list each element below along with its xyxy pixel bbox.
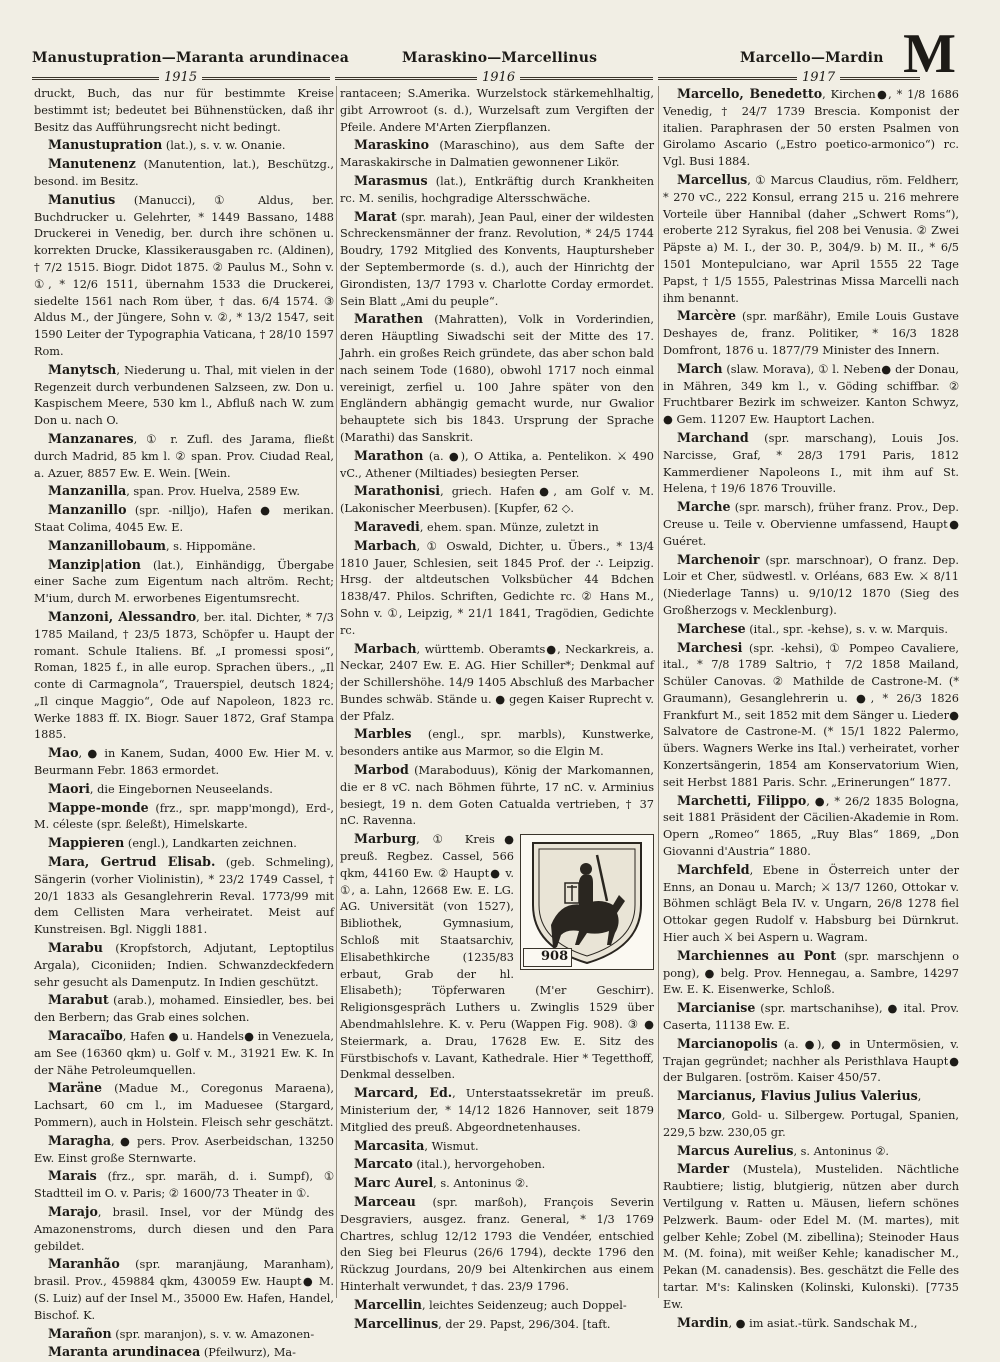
entry-text: (engl.), Landkarten zeichnen. — [124, 837, 297, 851]
dictionary-entry — [340, 137, 654, 172]
column-divider — [658, 86, 659, 1298]
dictionary-entry — [663, 1088, 959, 1106]
entry-text: , Unterstaatssekretär im preuß. Ministerium der, * 14/12 1826 Hannover, seit 1879 Mitglied des preuß. Abgeordnetenhauses. — [340, 1087, 654, 1134]
entry-text: (Madue M., Coregonus Maraena), Lachsart, 60 cm l., im Maduesee (Stargard, Pommern), auch in Holstein. Fleisch sehr geschätzt. — [34, 1082, 334, 1130]
entry-headword: Marabut — [48, 992, 109, 1008]
dictionary-entry — [34, 1133, 334, 1168]
dictionary-entry — [340, 1156, 654, 1174]
entry-headword: Manzip|ation — [48, 556, 141, 572]
entry-headword: Manutenenz — [48, 156, 136, 172]
dictionary-entry — [340, 1138, 654, 1156]
dictionary-entry — [34, 362, 334, 430]
page-number-center: 1916 — [477, 70, 520, 85]
entry-headword: Marcellin — [354, 1296, 422, 1312]
entry-headword: Marcato — [354, 1156, 413, 1172]
entry-headword: Marcianopolis — [677, 1035, 778, 1051]
dictionary-entry — [340, 1316, 654, 1334]
entry-text: (lat.), s. v. w. Onanie. — [162, 139, 286, 153]
entry-text: (Maraschino), aus dem Safte der Maraskakirsche in Dalmatien gewonnener Likör. — [340, 139, 654, 170]
entry-text: (spr. marßoh), François Severin Desgraviers, ausgez. franz. General, * 1/3 1769 Chartres, schlug 12/12 1793 die Vendéer, entschied den Sieg bei Fleurus (26/6 1794), deckte 1796 den Rückzug Jourdans, 20/9 bei Altenkirchen aus einem Hinterhalt verwundet, † das. 23/9 1796. — [340, 1196, 654, 1293]
entry-text: (spr. maranjäung, Maranham), brasil. Prov., 459884 qkm, 430059 Ew. Haupt● M. (S. Luiz) auf der Insel M., 35000 Ew. Hafen, Handel, Bischof. K. — [34, 1258, 334, 1322]
entry-headword: Marañon — [48, 1325, 112, 1341]
dictionary-entry — [340, 1085, 654, 1136]
entry-headword: Marabu — [48, 940, 103, 956]
dictionary-entry — [663, 361, 959, 429]
dictionary-entry — [34, 192, 334, 361]
entry-text: (Manutention, lat.), Beschützg., besond. im Besitz. — [34, 158, 334, 188]
running-header-right: Marcello—Mardin — [740, 50, 884, 66]
entry-headword: Marceau — [354, 1194, 416, 1209]
entry-text: , ① Kreis● preuß. Regbez. Cassel, 566 qkm, 44160 Ew. ② Haupt● v. ①, a. Lahn, 12668 Ew. E. LG. AG. Universität (von 1527), Bibliothek, Gymnasium, Schloß mit Staatsarchiv, Elisabethkirche (1235/83 erbaut, Grab der hl. Elisabeth); Töpferwaren (M'er Geschirr). Religionsgespräch Luthers u. Zwinglis 1529 über Abendmahlslehre. K. v. Peru (Wappen Fig. 908). ③ ● Steiermark, a. Drau, 17628 Ew. E. Sitz des Fürstbischofs v. Lavant, Kathedrale. Hier * Tegetthoff, Denkmal desselben. — [340, 833, 654, 1082]
dictionary-entry — [340, 831, 654, 1084]
dictionary-entry — [663, 86, 959, 171]
entry-text: (Mustela), Musteliden. Nächtliche Raubtiere; listig, blutgierig, nützen aber durch Vertilgung v. Ratten u. Mäusen, liefern schönes Pelzwerk. Baum- oder Edel M. (M. martes), mit gelber Kehle; Zobel (M. zibellina); Steinoder Haus M. (M. foina), mit weißer Kehle; kanadischer M., Pekan (M. canadensis). Bes. geschätzt die Felle des tartar. M's: Kalinsken (Kolinski, Kulonski). [7735 Ew. — [663, 1163, 959, 1311]
entry-text: (arab.), mohamed. Einsiedler, bes. bei den Berbern; das Grab eines solchen. — [34, 994, 334, 1025]
entry-text: , ● im asiat.-türk. Sandschak M., — [728, 1316, 918, 1330]
entry-headword: Marburg — [354, 831, 417, 847]
dictionary-entry — [34, 431, 334, 482]
entry-text: (Maraboduus), König der Markomannen, die er 8 vC. nach Böhmen führte, 17 nC. v. Arminius besiegt, 19 n. dem Goten Catualda vertrieben, † 37 nC. Ravenna. — [340, 764, 654, 828]
entry-text: , ●, * 26/2 1835 Bologna, seit 1881 Präsident der Cäcilien-Akademie in Rom. Opern „Romeo“ 1865, „Ruy Blas“ 1869, „Don Giovanni d'Austria“ 1880. — [663, 794, 959, 859]
entry-headword: Maranta arundinacea — [48, 1344, 201, 1360]
entry-headword: Mappieren — [48, 835, 125, 851]
dictionary-entry — [340, 483, 654, 518]
entry-text: (Kropfstorch, Adjutant, Leptoptilus Argala), Ciconiiden; Indien. Schwanzdeckfedern sehr gesucht als Damenputz. In Indien geschützt. — [34, 942, 334, 989]
entry-headword: March — [677, 360, 723, 376]
rule-segment — [658, 77, 920, 80]
entry-text: (slaw. Morava), ① l. Neben● der Donau, in Mähren, 349 km l., v. Göding schiffbar. ② Fruchtbarer Bezirk im schweizer. Kanton Schwyz, ● Gem. 11207 Ew. Hauptort Lachen. — [663, 362, 959, 427]
entry-headword: Marbach — [354, 640, 417, 656]
entry-text: (Mahratten), Volk in Vorderindien, deren Häuptling Siwadschi seit der Mitte des 17. Jahrh. ein großes Reich gründete, das aber schon bald nach seinem Tode (1680), obwohl 1717 noch einmal vereinigt, zerfiel u. 100 Jahre später von den Engländern abhängig gemacht wurde, nur Gwalior behauptete sich bis 1843. Ursprung der Sprache (Marathi) das Sanskrit. — [340, 313, 654, 444]
dictionary-entry — [34, 86, 334, 136]
entry-headword: Marat — [354, 208, 397, 224]
dictionary-entry — [34, 609, 334, 744]
dictionary-entry — [663, 1000, 959, 1035]
dictionary-entry — [340, 1297, 654, 1315]
dictionary-entry — [34, 1326, 334, 1344]
entry-headword: Marder — [677, 1161, 730, 1177]
dictionary-entry — [663, 862, 959, 947]
entry-headword: Marchesi — [677, 639, 743, 655]
entry-text: , s. Antoninus ②. — [433, 1177, 529, 1191]
dictionary-entry — [34, 1080, 334, 1131]
entry-headword: Marcianus, Flavius Julius Valerius — [677, 1088, 918, 1104]
entry-text: , span. Prov. Huelva, 2589 Ew. — [126, 485, 300, 499]
entry-text: (engl., spr. marbls), Kunstwerke, besonders antike aus Marmor, so die Elgin M. — [340, 728, 654, 759]
entry-text: (frz., spr. maräh, d. i. Sumpf), ① Stadtteil im O. v. Paris; ② 1600/73 Theater in ①. — [34, 1170, 334, 1201]
entry-text: , der 29. Papst, 296/304. [taft. — [438, 1317, 611, 1331]
entry-headword: Marbod — [354, 762, 409, 778]
dictionary-entry — [340, 311, 654, 446]
entry-headword: Maragha — [48, 1132, 112, 1148]
entry-text: , — [917, 1090, 922, 1104]
entry-text: (spr. marschnoar), O franz. Dep. Loir et Cher, südwestl. v. Orléans, 683 Ew. ⚔ 8/11 (Niederlage Tanns) u. 9/10/12 1870 (Sieg des Großherzogs v. Mecklenburg). — [663, 553, 959, 617]
entry-text: , württemb. Oberamts●, Neckarkreis, a. Neckar, 2407 Ew. E. AG. Hier Schiller*; Denkmal auf der Schillershöhe. 14/9 1405 Abschluß des Marbacher Bundes schwäb. Stände u. ● gegen Kaiser Ruprecht v. der Pfalz. — [340, 642, 654, 723]
entry-headword: Maraskino — [354, 137, 430, 153]
figure-number: 908 — [523, 948, 572, 967]
entry-text: (lat.), Entkräftig durch Krankheiten rc. M. senilis, hochgradige Altersschwäche. — [340, 174, 654, 205]
dictionary-entry — [34, 1168, 334, 1203]
dictionary-entry — [34, 940, 334, 991]
dictionary-entry — [340, 448, 654, 483]
entry-headword: Marchand — [677, 429, 749, 445]
dictionary-entry — [34, 835, 334, 853]
dictionary-entry — [34, 137, 334, 155]
dictionary-entry — [663, 1143, 959, 1161]
entry-headword: Manzanares — [48, 430, 134, 446]
dictionary-entry — [340, 538, 654, 640]
entry-headword: Maori — [48, 780, 90, 796]
entry-headword: Marcus Aurelius — [677, 1142, 794, 1158]
entry-headword: Manustupration — [48, 137, 163, 153]
entry-headword: Maravedi — [354, 518, 420, 534]
entry-text: , s. Hippomäne. — [165, 539, 256, 553]
dictionary-entry — [34, 502, 334, 537]
entry-text: druckt, Buch, das nur für bestimmte Kreise bestimmt ist; bedeutet bei Bühnenstücken, daß ihr Besitz das Aufführungsrecht nicht bedingt. — [34, 87, 334, 134]
dictionary-entry — [340, 762, 654, 830]
entry-headword: Marais — [48, 1168, 97, 1184]
dictionary-entry — [34, 538, 334, 556]
entry-text: (ital., spr. -kehse), s. v. w. Marquis. — [745, 622, 948, 636]
running-headers — [32, 50, 904, 72]
entry-headword: Marchfeld — [677, 861, 750, 877]
entry-headword: Maranhão — [48, 1256, 120, 1272]
dictionary-entry — [34, 781, 334, 799]
entry-text: , ① r. Zufl. des Jarama, fließt durch Madrid, 85 km l. ② span. Prov. Ciudad Real, a. Azuer, 8857 Ew. E. Wein. [Wein. — [34, 432, 334, 480]
entry-text: , Hafen ● u. Handels● in Venezuela, am See (16360 qkm) u. Golf v. M., 31921 Ew. K. In der Nähe Petroleumquellen. — [34, 1030, 334, 1077]
entry-text: , Niederung u. Thal, mit vielen in der Regenzeit durch verbundenen Salzseen, zw. Don u. Kaspischem Meere, 530 km l., Abfluß nach W. zum Don u. nach O. — [34, 363, 334, 428]
column-divider — [336, 86, 337, 1298]
entry-text: , Wismut. — [424, 1139, 479, 1153]
entry-headword: Marc Aurel — [354, 1175, 434, 1191]
entry-headword: Marchiennes au Pont — [677, 947, 837, 963]
dictionary-entry — [34, 1204, 334, 1255]
entry-headword: Marathen — [354, 311, 424, 327]
dictionary-entry — [663, 1107, 959, 1142]
entry-text: , ● in Kanem, Sudan, 4000 Ew. Hier M. v. Beurmann Febr. 1863 ermordet. — [34, 747, 334, 778]
dictionary-entry — [34, 800, 334, 835]
entry-text: , Kirchen●, * 1/8 1686 Venedig, † 24/7 1739 Brescia. Komponist der italien. Paraphrasen der 50 ersten Psalmen von Girolamo Ascario („Estro poetico-armonico“) rc. Vgl. Busi 1884. — [663, 88, 959, 169]
entry-text: (a. ●), ● in Untermösien, v. Trajan gegründet; nachher als Peristhlava Haupt● der Bulgaren. [oström. Kaiser 450/57. — [663, 1037, 959, 1085]
dictionary-entry — [34, 992, 334, 1027]
entry-text: , die Eingebornen Neuseelands. — [89, 782, 273, 796]
dictionary-entry — [663, 948, 959, 999]
entry-headword: Marchetti, Filippo — [677, 792, 807, 808]
dictionary-entry — [340, 519, 654, 537]
entry-headword: Manzanillobaum — [48, 537, 166, 553]
entry-text: rantaceen; S.Amerika. Wurzelstock stärkemehlhaltig, gibt Arrowroot (s. d.), Wurzelsaft zum Vergiften der Pfeile. Andere M'Arten Zierpflanzen. — [340, 87, 654, 134]
dictionary-entry — [340, 641, 654, 726]
entry-text: , s. Antoninus ②. — [793, 1144, 889, 1158]
entry-text: , leichtes Seidenzeug; auch Doppel- — [421, 1298, 627, 1312]
entry-text: (ital.), hervorgehoben. — [412, 1158, 546, 1172]
entry-headword: Marcellinus — [354, 1315, 439, 1331]
dictionary-entry — [340, 209, 654, 311]
dictionary-entry — [34, 745, 334, 780]
dictionary-entry — [663, 499, 959, 550]
entry-headword: Marajo — [48, 1204, 98, 1219]
dictionary-entry — [663, 172, 959, 307]
entry-text: , griech. Hafen●, am Golf v. M. (Lakonischer Meerbusen). [Kupfer, 62 ◇. — [340, 485, 654, 516]
dictionary-entry — [663, 640, 959, 792]
entry-text: , Gold- u. Silbergew. Portugal, Spanien, 229,5 bzw. 230,05 gr. — [663, 1109, 959, 1139]
dictionary-entry — [34, 557, 334, 608]
entry-headword: Manutius — [48, 191, 116, 207]
dictionary-entry — [663, 552, 959, 620]
entry-text: (spr. marschjenn o pong), ● belg. Prov. Hennegau, a. Sambre, 14297 Ew. E. K. Eisenwerke, Schloß. — [663, 949, 959, 997]
entry-headword: Manzanilla — [48, 483, 127, 499]
column-3 — [663, 86, 959, 1330]
entry-text: (spr. marsch), früher franz. Prov., Dep. Creuse u. Teile v. Obervienne umfassend, Haupt● Guéret. — [663, 501, 959, 548]
dictionary-entry — [34, 1344, 334, 1362]
entry-text: (spr. -kehsi), ① Pompeo Cavaliere, ital., * 7/8 1789 Saltrio, † 7/2 1858 Mailand, Schüler Canovas. ② Mathilde de Castrone-M. (* Graumann), Gesanglehrerin u. ●, * 26/3 1826 Frankfurt M., seit 1852 mit dem Sänger u. Lieder● Salvatore de Castrone-M. (* 15/1 1822 Palermo, übers. Wagners Werke ins Ital.) verheiratet, vorher Konzertsängerin, 1854 am Konservatorium Wien, seit Herbst 1881 Paris. Schr. „Erinerungen“ 1877. — [663, 641, 959, 789]
dictionary-entry — [340, 86, 654, 136]
entry-headword: Marbach — [354, 537, 417, 553]
dictionary-entry — [663, 793, 959, 861]
entry-headword: Mara, Gertrud Elisab. — [48, 854, 216, 870]
entry-text: (spr. maranjon), s. v. w. Amazonen- — [111, 1327, 315, 1341]
entry-text: , ① Oswald, Dichter, u. Übers., * 13/4 1810 Jauer, Schlesien, seit 1845 Prof. der ∴ Leipzig. Hrsg. der altdeutschen Volksbücher 44 Bdchen 1838/47. Philos. Schriften, Gedichte rc. ② Hans M., Sohn v. ①, Leipzig, * 21/1 1841, Tragödien, Gedichte rc. — [340, 539, 654, 637]
entry-headword: Maracaïbo — [48, 1028, 123, 1044]
entry-text: , ① Marcus Claudius, röm. Feldherr, * 270 vC., 222 Konsul, errang 215 u. 216 mehrere Vorteile über Hannibal (daher „Schwert Roms“), eroberte 212 Syrakus, fiel 208 bei Venusia. ② Zwei Päpste a) M. I., der 30. P., 304/9. b) M. II., * 6/5 1501 Montepulciano, war April 1555 22 Tage Papst, † 1/5 1555, Palestrinas Missa Marcelli nach ihm benannt. — [663, 173, 959, 305]
entry-headword: Marbles — [354, 726, 412, 742]
entry-headword: Marcère — [677, 308, 737, 324]
dictionary-entry — [663, 1161, 959, 1313]
entry-headword: Manzanillo — [48, 502, 127, 518]
entry-headword: Maräne — [48, 1080, 103, 1096]
entry-headword: Marchese — [677, 620, 746, 636]
dictionary-entry — [663, 621, 959, 639]
dictionary-entry — [340, 1175, 654, 1193]
entry-text: (spr. -nilljo), Hafen ● merikan. Staat Colima, 4045 Ew. E. — [34, 504, 334, 534]
entry-text: , ● pers. Prov. Aserbeidschan, 13250 Ew. Einst große Sternwarte. — [34, 1134, 334, 1165]
dictionary-entry — [340, 173, 654, 208]
header-rule — [32, 70, 920, 86]
entry-text: , ber. ital. Dichter, * 7/3 1785 Mailand, † 23/5 1873, Schöpfer u. Haupt der romant. Schule Italiens. Bf. „I promessi sposi“, Roman, 1825 f., in alle europ. Sprachen übers., „Il conte di Carmagnola“, Trauerspiel, deutsch 1824; „Il cinque Maggio“, Ode auf Napoleon, 1823 rc. Werke 1883 ff. IX. Biogr. Sauer 1872, Graf Stampa 1885. — [34, 610, 334, 742]
column-2 — [340, 86, 654, 1331]
dictionary-entry — [340, 726, 654, 761]
entry-headword: Manzoni, Alessandro — [48, 608, 197, 624]
entry-headword: Marathonisi — [354, 483, 441, 499]
page-number-left: 1915 — [159, 70, 202, 85]
marburg-coat-of-arms-figure — [520, 834, 654, 970]
entry-headword: Marcianise — [677, 1000, 756, 1016]
entry-text: (Manucci), ① Aldus, ber. Buchdrucker u. Gelehrter, * 1449 Bassano, 1488 Druckerei in Venedig, ber. durch ihre schönen u. korrekten Drucke, Klassikerausgaben rc. (Aldinen), † 7/2 1515. Biogr. Didot 1875. ② Paulus M., Sohn v. ①, * 12/6 1511, übernahm 1533 die Druckerei, siedelte 1561 nach Rom über, † das. 6/4 1574. ③ Aldus M., der Jüngere, Sohn v. ②, * 13/2 1547, seit 1590 Leiter der Typographia Vaticana, † 28/10 1597 Rom. — [34, 193, 334, 358]
entry-text: (spr. marschang), Louis Jos. Narcisse, Graf, * 28/3 1791 Paris, 1812 Kammerdiener Napoleons I., mit ihm auf St. Helena, † 19/6 1876 Trouville. — [663, 431, 959, 496]
entry-headword: Manytsch — [48, 361, 117, 377]
entry-text: (spr. marßähr), Emile Louis Gustave Deshayes de, franz. Politiker, * 16/3 1828 Domfront, 1876 u. 1877/79 Minister des Innern. — [663, 310, 959, 357]
entry-headword: Marcellus — [677, 171, 748, 187]
column-1 — [34, 86, 334, 1360]
entry-headword: Marchenoir — [677, 551, 760, 567]
entry-text: , brasil. Insel, vor der Mündg des Amazonenstroms, durch diesen und den Para gebildet. — [34, 1206, 334, 1253]
entry-text: (lat.), Einhändigg, Übergabe einer Sache zum Eigentum nach altröm. Recht; M'ium, durch M. erworbenes Eigentumsrecht. — [34, 558, 334, 606]
dictionary-entry — [663, 308, 959, 359]
entry-text: (spr. martschanihse), ● ital. Prov. Caserta, 11138 Ew. E. — [663, 1002, 959, 1033]
entry-headword: Marco — [677, 1107, 722, 1123]
dictionary-entry — [663, 1036, 959, 1087]
entry-headword: Mappe-monde — [48, 799, 149, 815]
entry-headword: Mao — [48, 745, 79, 761]
entry-text: , ehem. span. Münze, zuletzt in — [419, 520, 599, 534]
dictionary-entry — [34, 483, 334, 501]
entry-text: (spr. marah), Jean Paul, einer der wildesten Schreckensmänner der franz. Revolution, * 24/5 1744 Boudry, 1792 Mitglied des Konvents, Hauptursheber der Septembermorde (s. d.), auch der Hinrichtg der Girondisten, 13/7 1793 v. Charlotte Corday ermordet. Sein Blatt „Ami du peuple“. — [340, 210, 654, 308]
running-header-left: Manustupration—Maranta arundinacea — [32, 50, 350, 66]
dictionary-entry — [34, 854, 334, 939]
page-number-right: 1917 — [797, 70, 840, 85]
entry-text: , Ebene in Österreich unter der Enns, an Donau u. March; ⚔ 13/7 1260, Ottokar v. Böhmen schlägt Bela IV. v. Ungarn, 26/8 1278 fiel Ottokar gegen Rudolf v. Habsburg bei Dürnkrut. Hier auch ⚔ bei Aspern u. Wagram. — [663, 863, 959, 945]
dictionary-entry — [34, 1028, 334, 1079]
entry-headword: Marcello, Benedetto — [677, 86, 823, 101]
dictionary-entry — [663, 1315, 959, 1333]
entry-headword: Marathon — [354, 447, 424, 463]
dictionary-entry — [34, 156, 334, 191]
entry-text: (frz., spr. mapp'mongd), Erd-, M. céleste (spr. ßeleßt), Himelskarte. — [34, 801, 334, 832]
entry-headword: Marche — [677, 499, 731, 515]
dictionary-entry — [663, 430, 959, 498]
entry-headword: Marcasita — [354, 1137, 425, 1153]
running-header-center: Maraskino—Marcellinus — [402, 50, 598, 66]
dictionary-entry — [34, 1256, 334, 1324]
dictionary-entry — [340, 1194, 654, 1296]
entry-headword: Marasmus — [354, 172, 428, 188]
entry-text: (a. ●), O Attika, a. Pentelikon. ⚔ 490 vC., Athener (Miltiades) besiegten Perser. — [340, 449, 654, 480]
entry-text: (geb. Schmeling), Sängerin (vorher Violinistin), * 23/2 1749 Cassel, † 20/1 1833 als Gesanglehrerin Reval. 1773/99 mit dem Cellisten Mara verheiratet. Meist auf Kunstreisen. Bgl. Niggli 1881. — [34, 856, 334, 937]
entry-text: (Pfeilwurz), Ma- — [200, 1346, 296, 1360]
entry-headword: Mardin — [677, 1314, 729, 1330]
section-letter: M — [903, 23, 956, 85]
entry-headword: Marcard, Ed. — [354, 1085, 453, 1101]
